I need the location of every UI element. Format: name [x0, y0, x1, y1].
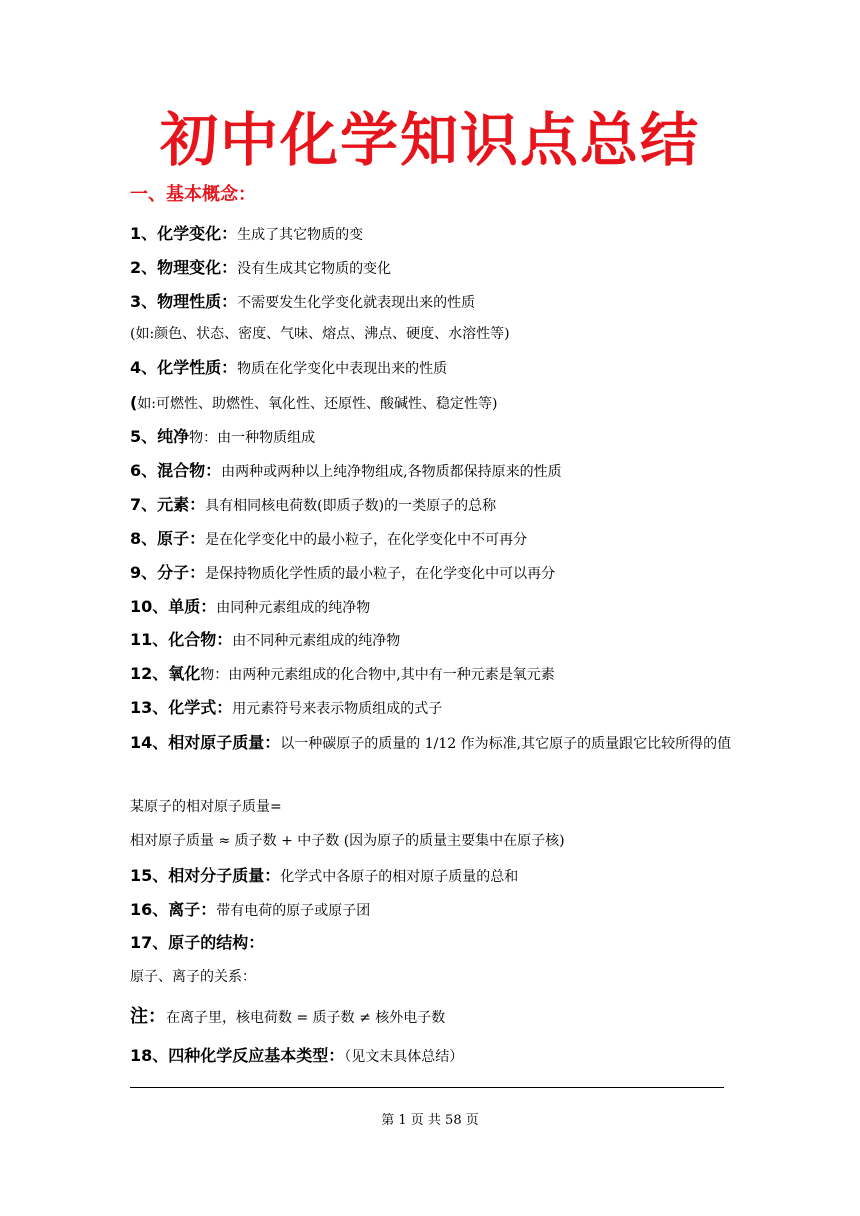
definition-term: 13、化学式：	[130, 698, 233, 717]
definition-line	[130, 1045, 740, 1068]
definition-line	[130, 596, 740, 619]
definition-term: 7、元素：	[130, 495, 206, 514]
definition-text: 由两种或两种以上纯净物组成,各物质都保持原来的性质	[221, 464, 562, 480]
definition-term: 10、单质：	[130, 597, 217, 616]
definition-line	[130, 257, 740, 280]
plain-text: 原子、离子的关系：	[130, 969, 256, 985]
definition-term: 4、化学性质：	[130, 358, 238, 377]
definition-line	[130, 663, 740, 686]
definition-term: 1、化学变化：	[130, 224, 238, 243]
definition-term: 6、混合物：	[130, 461, 222, 480]
definition-term: 17、原子的结构：	[130, 933, 265, 952]
definition-line	[130, 697, 740, 720]
open-paren: (	[130, 393, 138, 412]
definition-text: 是在化学变化中的最小粒子，在化学变化中不可再分	[205, 532, 528, 548]
definition-line	[130, 357, 740, 380]
definition-text: （见文末具体总结）	[344, 1049, 464, 1065]
definition-text: 物：由一种物质组成	[189, 430, 316, 446]
definition-text: 带有电荷的原子或原子团	[216, 903, 371, 919]
definition-term: 11、化合物：	[130, 630, 233, 649]
note-line	[130, 1006, 740, 1029]
definition-line	[130, 494, 740, 517]
page-number: 第 1 页 共 58 页	[381, 1113, 479, 1128]
definition-text: 由不同种元素组成的纯净物	[232, 633, 401, 649]
definition-line	[130, 932, 740, 955]
formula-line	[130, 830, 740, 852]
definition-line	[130, 460, 740, 483]
example-text: (如:颜色、状态、密度、气味、熔点、沸点、硬度、水溶性等)	[130, 326, 510, 342]
formula-text: 相对原子质量 ≈ 质子数 + 中子数 (因为原子的质量主要集中在原子核)	[130, 833, 565, 849]
definition-term: 5、纯净	[130, 427, 190, 446]
footer-divider	[130, 1087, 724, 1088]
formula-line	[130, 796, 740, 818]
definition-term: 14、相对原子质量：	[130, 733, 281, 752]
definition-term: 2、物理变化：	[130, 258, 238, 277]
definition-text: 用元素符号来表示物质组成的式子	[232, 701, 443, 717]
definition-line	[130, 528, 740, 551]
definition-line	[130, 899, 740, 922]
definition-term: 8、原子：	[130, 529, 206, 548]
definition-text: 生成了其它物质的变	[237, 227, 364, 243]
definition-text: 化学式中各原子的相对原子质量的总和	[280, 869, 519, 885]
definition-text: 是保持物质化学性质的最小粒子，在化学变化中可以再分	[205, 566, 556, 582]
example-text: 如:可燃性、助燃性、氧化性、还原性、酸碱性、稳定性等)	[137, 396, 498, 412]
formula-text: 某原子的相对原子质量=	[130, 799, 282, 815]
definition-text: 不需要发生化学变化就表现出来的性质	[237, 295, 476, 311]
definition-term: 9、分子：	[130, 563, 206, 582]
definition-term: 18、四种化学反应基本类型：	[130, 1046, 345, 1065]
definition-text: 没有生成其它物质的变化	[237, 261, 392, 277]
definition-text: 物质在化学变化中表现出来的性质	[237, 361, 448, 377]
definition-term: 3、物理性质：	[130, 292, 238, 311]
definition-line	[130, 426, 740, 449]
definition-text: 由同种元素组成的纯净物	[216, 600, 371, 616]
section-heading: 一、基本概念：	[130, 184, 256, 205]
example-line	[130, 392, 740, 415]
plain-line	[130, 966, 740, 988]
definition-line	[130, 291, 740, 314]
definition-line	[130, 223, 740, 246]
definition-term: 16、离子：	[130, 900, 217, 919]
definition-term: 12、氧化	[130, 664, 201, 683]
example-line	[130, 323, 740, 345]
definition-line	[130, 726, 740, 761]
definition-text: 物：由两种元素组成的化合物中,其中有一种元素是氧元素	[200, 667, 555, 683]
definition-line	[130, 865, 740, 888]
definition-line	[130, 629, 740, 652]
definition-term: 15、相对分子质量：	[130, 866, 281, 885]
document-title: 初中化学知识点总结	[159, 106, 700, 174]
note-text: 在离子里，核电荷数 = 质子数 ≠ 核外电子数	[166, 1010, 446, 1026]
definition-text: 以一种碳原子的质量的 1/12 作为标准,其它原子的质量跟它比较所得的值	[280, 736, 732, 752]
definition-line	[130, 562, 740, 585]
definition-text: 具有相同核电荷数(即质子数)的一类原子的总称	[205, 498, 497, 514]
note-label: 注：	[130, 1006, 166, 1027]
